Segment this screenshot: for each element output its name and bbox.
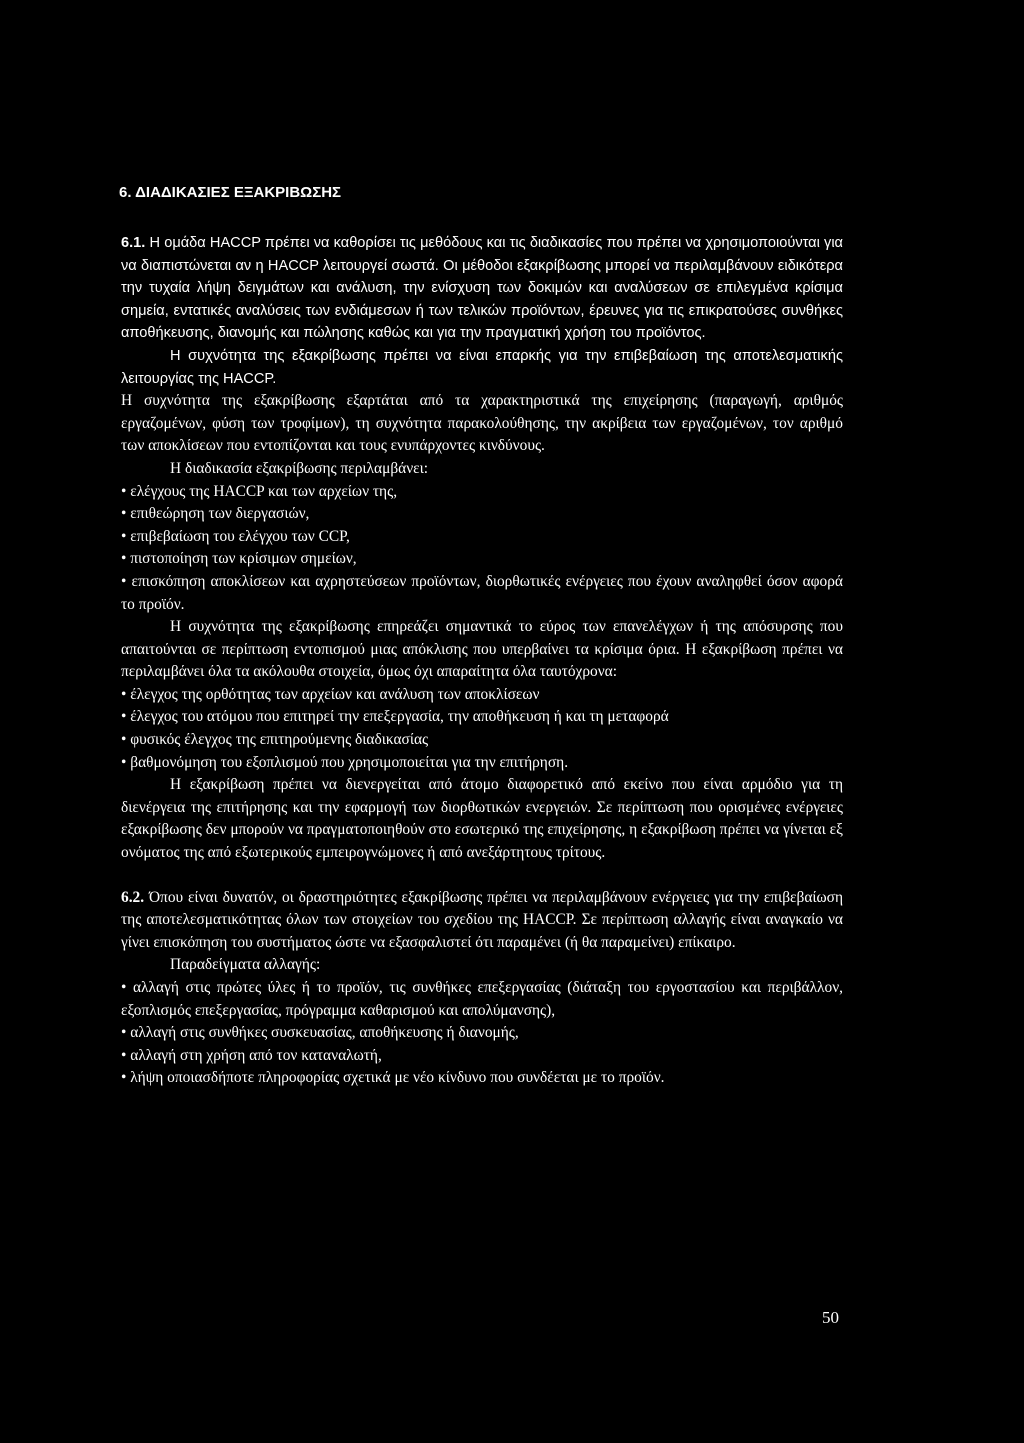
list-item: • φυσικός έλεγχος της επιτηρούμενης διαδικασίας (121, 729, 843, 752)
paragraph-text: Η ομάδα HACCP πρέπει να καθορίσει τις μεθόδους και τις διαδικασίες που πρέπει να χρησιμοποιούνται για να διαπιστώνεται αν η HACCP λειτουργεί σωστά. Οι μέθοδοι εξακρίβωσης μπορεί να περιλαμβάνουν ειδικότερα την τυχαία λήψη δειγμάτων και ανάλυση, την ενίσχυση των δοκιμών και αναλύσεων σε επιλεγμένα κρίσιμα σημεία, εντατικές αναλύσεις των ενδιάμεσων ή των τελικών προϊόντων, έρευνες για τις επικρατούσες συνθήκες αποθήκευσης, διανομής και πώλησης καθώς και για την πραγματική χρήση του προϊόντος. (121, 235, 843, 342)
paragraph-text: Όπου είναι δυνατόν, οι δραστηριότητες εξακρίβωσης πρέπει να περιλαμβάνουν ενέργειες για την επιβεβαίωση της αποτελεσματικότητας όλων των στοιχείων του σχεδίου της HACCP. Σε περίπτωση αλλαγής είναι αναγκαίο να γίνει επισκόπηση του συστήματος ώστε να εξασφαλιστεί ότι παραμένει (ή θα παραμείνει) επίκαιρο. (121, 888, 843, 951)
document-page (121, 182, 843, 1090)
list-item: • αλλαγή στις πρώτες ύλες ή το προϊόν, τις συνθήκες επεξεργασίας (διάταξη του εργοστασίου και περιβάλλον, εξοπλισμός επεξεργασίας, πρόγραμμα καθαρισμού και απολύμανσης), (121, 977, 843, 1022)
section-gap (121, 865, 843, 887)
section-6-1-paragraph-1 (121, 232, 843, 345)
list-item: • λήψη οποιασδήποτε πληροφορίας σχετικά με νέο κίνδυνο που συνδέεται με το προϊόν. (121, 1067, 843, 1090)
section-6-1-paragraph-3: Η συχνότητα της εξακρίβωσης εξαρτάται από τα χαρακτηριστικά της επιχείρησης (παραγωγή, αριθμός εργαζομένων, φύση των τροφίμων), τη συχνότητα παρακολούθησης, την ακρίβεια των εργαζομένων, τον αριθμό των αποκλίσεων που εντοπίζονται και τους ενυπάρχοντες κινδύνους. (121, 392, 843, 455)
section-number-6-1: 6.1. (121, 235, 146, 251)
section-6-1-paragraph-6: Η εξακρίβωση πρέπει να διενεργείται από άτομο διαφορετικό από εκείνο που είναι αρμόδιο για τη διενέργεια της επιτήρησης και την εφαρμογή των διορθωτικών ενεργειών. Σε περίπτωση που ορισμένες ενέργειες εξακρίβωσης δεν μπορούν να πραγματοποιηθούν στο εσωτερικό της επιχείρησης, η εξακρίβωση πρέπει να γίνεται εξ ονόματος της από εξωτερικούς εμπειρογνώμονες ή από ανεξάρτητους τρίτους. (121, 776, 843, 862)
list-item: • έλεγχος του ατόμου που επιτηρεί την επεξεργασία, την αποθήκευση ή και τη μεταφορά (121, 706, 843, 729)
list-item: • αλλαγή στη χρήση από τον καταναλωτή, (121, 1045, 843, 1068)
list-item: • επιβεβαίωση του ελέγχου των CCP, (121, 526, 843, 549)
list-item: • έλεγχος της ορθότητας των αρχείων και ανάλυση των αποκλίσεων (121, 684, 843, 707)
section-6-1-paragraph-4: Η διαδικασία εξακρίβωσης περιλαμβάνει: (170, 459, 429, 477)
list-item: • επιθεώρηση των διεργασιών, (121, 503, 843, 526)
list-item: • ελέγχους της HACCP και των αρχείων της, (121, 481, 843, 504)
section-6-2-paragraph-2: Παραδείγματα αλλαγής: (170, 956, 321, 974)
section-number-6-2: 6.2. (121, 888, 145, 906)
section-6-1-paragraph-5: Η συχνότητα της εξακρίβωσης επηρεάζει σημαντικά το εύρος των επανελέγχων ή της απόσυρσης που απαιτούνται σε περίπτωση εντοπισμού μιας απόκλισης που υπερβαίνει τα κρίσιμα όρια. Η εξακρίβωση πρέπει να περιλαμβάνει όλα τα ακόλουθα στοιχεία, όμως όχι απαραίτητα όλα ταυτόχρονα: (121, 618, 843, 681)
page-number: 50 (822, 1308, 839, 1327)
verification-list (121, 481, 843, 617)
change-examples-list (121, 977, 843, 1090)
section-heading: 6. ΔΙΑΔΙΚΑΣΙΕΣ ΕΞΑΚΡΙΒΩΣΗΣ (119, 184, 342, 201)
section-6-2-paragraph-1 (121, 887, 843, 955)
verification-elements-list (121, 684, 843, 774)
list-item: • βαθμονόμηση του εξοπλισμού που χρησιμοποιείται για την επιτήρηση. (121, 752, 843, 775)
list-item: • επισκόπηση αποκλίσεων και αχρηστεύσεων προϊόντων, διορθωτικές ενέργειες που έχουν αναληφθεί όσον αφορά το προϊόν. (121, 571, 843, 616)
section-6-1-paragraph-2: Η συχνότητα της εξακρίβωσης πρέπει να είναι επαρκής για την επιβεβαίωση της αποτελεσματικής λειτουργίας της HACCP. (121, 347, 843, 387)
list-item: • πιστοποίηση των κρίσιμων σημείων, (121, 548, 843, 571)
list-item: • αλλαγή στις συνθήκες συσκευασίας, αποθήκευσης ή διανομής, (121, 1022, 843, 1045)
